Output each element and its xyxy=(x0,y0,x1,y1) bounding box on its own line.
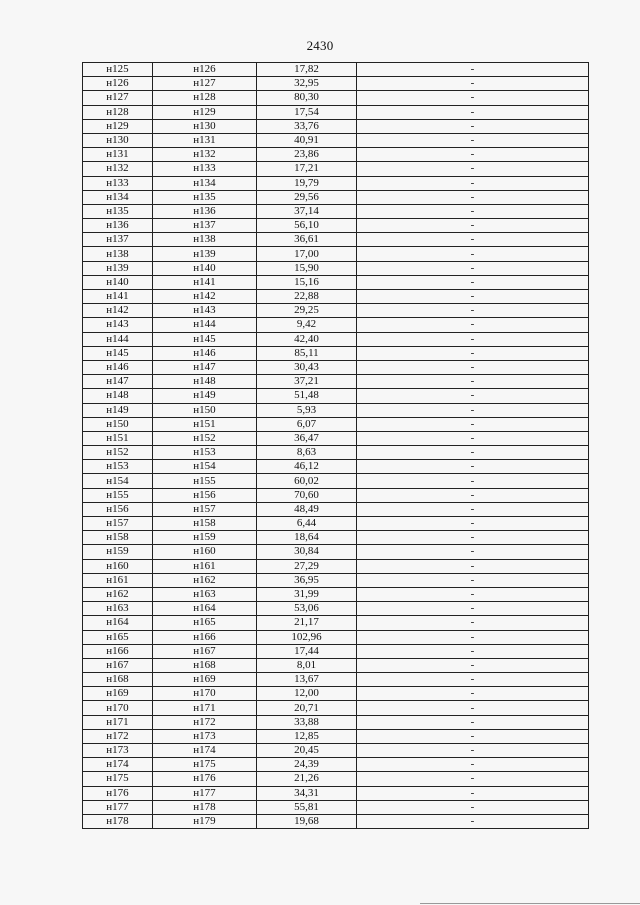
length-cell: 33,76 xyxy=(257,119,357,133)
table-row xyxy=(83,176,589,190)
from-point-cell: н143 xyxy=(83,318,153,332)
from-point-cell: н165 xyxy=(83,630,153,644)
from-point-cell: н167 xyxy=(83,658,153,672)
table-row xyxy=(83,715,589,729)
from-point-cell: н173 xyxy=(83,744,153,758)
length-cell: 13,67 xyxy=(257,673,357,687)
note-cell: - xyxy=(357,261,589,275)
note-cell: - xyxy=(357,687,589,701)
length-cell: 19,79 xyxy=(257,176,357,190)
table-row xyxy=(83,814,589,828)
length-cell: 34,31 xyxy=(257,786,357,800)
length-cell: 33,88 xyxy=(257,715,357,729)
from-point-cell: н168 xyxy=(83,673,153,687)
to-point-cell: н160 xyxy=(153,545,257,559)
note-cell: - xyxy=(357,715,589,729)
table-row xyxy=(83,403,589,417)
to-point-cell: н174 xyxy=(153,744,257,758)
to-point-cell: н179 xyxy=(153,814,257,828)
from-point-cell: н148 xyxy=(83,389,153,403)
to-point-cell: н177 xyxy=(153,786,257,800)
length-cell: 23,86 xyxy=(257,148,357,162)
table-row xyxy=(83,786,589,800)
note-cell: - xyxy=(357,744,589,758)
table-row xyxy=(83,687,589,701)
to-point-cell: н148 xyxy=(153,375,257,389)
to-point-cell: н158 xyxy=(153,517,257,531)
from-point-cell: н125 xyxy=(83,63,153,77)
note-cell: - xyxy=(357,77,589,91)
length-cell: 20,45 xyxy=(257,744,357,758)
table-row xyxy=(83,247,589,261)
to-point-cell: н127 xyxy=(153,77,257,91)
length-cell: 19,68 xyxy=(257,814,357,828)
from-point-cell: н151 xyxy=(83,431,153,445)
from-point-cell: н177 xyxy=(83,800,153,814)
from-point-cell: н169 xyxy=(83,687,153,701)
table-row xyxy=(83,389,589,403)
length-cell: 48,49 xyxy=(257,502,357,516)
note-cell: - xyxy=(357,701,589,715)
length-cell: 31,99 xyxy=(257,587,357,601)
table-row xyxy=(83,417,589,431)
to-point-cell: н163 xyxy=(153,587,257,601)
table-row xyxy=(83,133,589,147)
table-row xyxy=(83,105,589,119)
table-row xyxy=(83,375,589,389)
length-cell: 102,96 xyxy=(257,630,357,644)
note-cell: - xyxy=(357,630,589,644)
table-row xyxy=(83,91,589,105)
length-cell: 85,11 xyxy=(257,346,357,360)
table-row xyxy=(83,304,589,318)
length-cell: 21,17 xyxy=(257,616,357,630)
from-point-cell: н175 xyxy=(83,772,153,786)
note-cell: - xyxy=(357,275,589,289)
table-row xyxy=(83,446,589,460)
to-point-cell: н136 xyxy=(153,204,257,218)
note-cell: - xyxy=(357,375,589,389)
note-cell: - xyxy=(357,729,589,743)
table-row xyxy=(83,545,589,559)
to-point-cell: н133 xyxy=(153,162,257,176)
note-cell: - xyxy=(357,417,589,431)
from-point-cell: н154 xyxy=(83,474,153,488)
note-cell: - xyxy=(357,247,589,261)
to-point-cell: н134 xyxy=(153,176,257,190)
table-row xyxy=(83,644,589,658)
table-row xyxy=(83,573,589,587)
length-cell: 5,93 xyxy=(257,403,357,417)
note-cell: - xyxy=(357,800,589,814)
to-point-cell: н146 xyxy=(153,346,257,360)
from-point-cell: н141 xyxy=(83,290,153,304)
from-point-cell: н138 xyxy=(83,247,153,261)
to-point-cell: н165 xyxy=(153,616,257,630)
note-cell: - xyxy=(357,573,589,587)
note-cell: - xyxy=(357,190,589,204)
from-point-cell: н161 xyxy=(83,573,153,587)
length-cell: 15,16 xyxy=(257,275,357,289)
table-row xyxy=(83,630,589,644)
from-point-cell: н163 xyxy=(83,602,153,616)
to-point-cell: н130 xyxy=(153,119,257,133)
from-point-cell: н166 xyxy=(83,644,153,658)
length-cell: 20,71 xyxy=(257,701,357,715)
note-cell: - xyxy=(357,219,589,233)
from-point-cell: н158 xyxy=(83,531,153,545)
note-cell: - xyxy=(357,162,589,176)
note-cell: - xyxy=(357,559,589,573)
note-cell: - xyxy=(357,460,589,474)
from-point-cell: н142 xyxy=(83,304,153,318)
length-cell: 12,00 xyxy=(257,687,357,701)
table-row xyxy=(83,77,589,91)
length-cell: 53,06 xyxy=(257,602,357,616)
to-point-cell: н173 xyxy=(153,729,257,743)
note-cell: - xyxy=(357,290,589,304)
length-cell: 17,21 xyxy=(257,162,357,176)
length-cell: 36,61 xyxy=(257,233,357,247)
note-cell: - xyxy=(357,431,589,445)
note-cell: - xyxy=(357,318,589,332)
to-point-cell: н143 xyxy=(153,304,257,318)
from-point-cell: н133 xyxy=(83,176,153,190)
table-row xyxy=(83,460,589,474)
to-point-cell: н139 xyxy=(153,247,257,261)
to-point-cell: н149 xyxy=(153,389,257,403)
to-point-cell: н155 xyxy=(153,474,257,488)
note-cell: - xyxy=(357,502,589,516)
length-cell: 37,14 xyxy=(257,204,357,218)
length-cell: 80,30 xyxy=(257,91,357,105)
from-point-cell: н152 xyxy=(83,446,153,460)
from-point-cell: н157 xyxy=(83,517,153,531)
to-point-cell: н135 xyxy=(153,190,257,204)
table-row xyxy=(83,744,589,758)
to-point-cell: н151 xyxy=(153,417,257,431)
from-point-cell: н146 xyxy=(83,360,153,374)
scan-edge-line xyxy=(420,903,640,904)
length-cell: 9,42 xyxy=(257,318,357,332)
note-cell: - xyxy=(357,403,589,417)
table-row xyxy=(83,148,589,162)
from-point-cell: н136 xyxy=(83,219,153,233)
from-point-cell: н147 xyxy=(83,375,153,389)
from-point-cell: н171 xyxy=(83,715,153,729)
table-row xyxy=(83,332,589,346)
to-point-cell: н128 xyxy=(153,91,257,105)
from-point-cell: н172 xyxy=(83,729,153,743)
to-point-cell: н178 xyxy=(153,800,257,814)
table-row xyxy=(83,559,589,573)
to-point-cell: н162 xyxy=(153,573,257,587)
to-point-cell: н157 xyxy=(153,502,257,516)
to-point-cell: н175 xyxy=(153,758,257,772)
note-cell: - xyxy=(357,673,589,687)
from-point-cell: н178 xyxy=(83,814,153,828)
to-point-cell: н161 xyxy=(153,559,257,573)
to-point-cell: н170 xyxy=(153,687,257,701)
to-point-cell: н159 xyxy=(153,531,257,545)
note-cell: - xyxy=(357,332,589,346)
from-point-cell: н129 xyxy=(83,119,153,133)
to-point-cell: н169 xyxy=(153,673,257,687)
note-cell: - xyxy=(357,360,589,374)
to-point-cell: н140 xyxy=(153,261,257,275)
table-row xyxy=(83,474,589,488)
length-cell: 70,60 xyxy=(257,488,357,502)
from-point-cell: н164 xyxy=(83,616,153,630)
table-body xyxy=(83,63,589,829)
to-point-cell: н152 xyxy=(153,431,257,445)
to-point-cell: н131 xyxy=(153,133,257,147)
table-row xyxy=(83,360,589,374)
length-cell: 29,25 xyxy=(257,304,357,318)
from-point-cell: н130 xyxy=(83,133,153,147)
table-row xyxy=(83,431,589,445)
note-cell: - xyxy=(357,772,589,786)
length-cell: 6,44 xyxy=(257,517,357,531)
to-point-cell: н168 xyxy=(153,658,257,672)
length-cell: 42,40 xyxy=(257,332,357,346)
note-cell: - xyxy=(357,758,589,772)
length-cell: 32,95 xyxy=(257,77,357,91)
length-cell: 37,21 xyxy=(257,375,357,389)
note-cell: - xyxy=(357,133,589,147)
table-row xyxy=(83,502,589,516)
length-cell: 29,56 xyxy=(257,190,357,204)
length-cell: 8,63 xyxy=(257,446,357,460)
from-point-cell: н127 xyxy=(83,91,153,105)
table-row xyxy=(83,531,589,545)
table-row xyxy=(83,318,589,332)
from-point-cell: н137 xyxy=(83,233,153,247)
length-cell: 30,43 xyxy=(257,360,357,374)
table-row xyxy=(83,602,589,616)
length-cell: 51,48 xyxy=(257,389,357,403)
length-cell: 17,44 xyxy=(257,644,357,658)
table-row xyxy=(83,758,589,772)
note-cell: - xyxy=(357,517,589,531)
table-row xyxy=(83,190,589,204)
note-cell: - xyxy=(357,602,589,616)
note-cell: - xyxy=(357,531,589,545)
page-number: 2430 xyxy=(306,38,334,53)
from-point-cell: н145 xyxy=(83,346,153,360)
boundary-segments-table xyxy=(82,62,589,829)
note-cell: - xyxy=(357,346,589,360)
from-point-cell: н150 xyxy=(83,417,153,431)
from-point-cell: н162 xyxy=(83,587,153,601)
note-cell: - xyxy=(357,644,589,658)
table-row xyxy=(83,488,589,502)
note-cell: - xyxy=(357,446,589,460)
from-point-cell: н176 xyxy=(83,786,153,800)
note-cell: - xyxy=(357,233,589,247)
from-point-cell: н131 xyxy=(83,148,153,162)
length-cell: 17,82 xyxy=(257,63,357,77)
note-cell: - xyxy=(357,63,589,77)
to-point-cell: н132 xyxy=(153,148,257,162)
length-cell: 36,95 xyxy=(257,573,357,587)
from-point-cell: н156 xyxy=(83,502,153,516)
from-point-cell: н139 xyxy=(83,261,153,275)
table-row xyxy=(83,63,589,77)
note-cell: - xyxy=(357,545,589,559)
to-point-cell: н138 xyxy=(153,233,257,247)
length-cell: 24,39 xyxy=(257,758,357,772)
from-point-cell: н174 xyxy=(83,758,153,772)
note-cell: - xyxy=(357,616,589,630)
to-point-cell: н145 xyxy=(153,332,257,346)
to-point-cell: н156 xyxy=(153,488,257,502)
table-row xyxy=(83,346,589,360)
to-point-cell: н164 xyxy=(153,602,257,616)
to-point-cell: н167 xyxy=(153,644,257,658)
to-point-cell: н171 xyxy=(153,701,257,715)
note-cell: - xyxy=(357,176,589,190)
length-cell: 46,12 xyxy=(257,460,357,474)
note-cell: - xyxy=(357,148,589,162)
note-cell: - xyxy=(357,474,589,488)
from-point-cell: н149 xyxy=(83,403,153,417)
to-point-cell: н166 xyxy=(153,630,257,644)
boundary-table-container xyxy=(82,62,588,829)
table-row xyxy=(83,517,589,531)
to-point-cell: н142 xyxy=(153,290,257,304)
length-cell: 21,26 xyxy=(257,772,357,786)
to-point-cell: н147 xyxy=(153,360,257,374)
table-row xyxy=(83,290,589,304)
table-row xyxy=(83,275,589,289)
from-point-cell: н153 xyxy=(83,460,153,474)
from-point-cell: н170 xyxy=(83,701,153,715)
length-cell: 55,81 xyxy=(257,800,357,814)
length-cell: 22,88 xyxy=(257,290,357,304)
table-row xyxy=(83,261,589,275)
table-row xyxy=(83,658,589,672)
length-cell: 40,91 xyxy=(257,133,357,147)
to-point-cell: н126 xyxy=(153,63,257,77)
to-point-cell: н137 xyxy=(153,219,257,233)
length-cell: 60,02 xyxy=(257,474,357,488)
length-cell: 27,29 xyxy=(257,559,357,573)
from-point-cell: н128 xyxy=(83,105,153,119)
table-row xyxy=(83,219,589,233)
table-row xyxy=(83,800,589,814)
from-point-cell: н160 xyxy=(83,559,153,573)
table-row xyxy=(83,119,589,133)
note-cell: - xyxy=(357,814,589,828)
to-point-cell: н153 xyxy=(153,446,257,460)
from-point-cell: н126 xyxy=(83,77,153,91)
length-cell: 56,10 xyxy=(257,219,357,233)
length-cell: 17,00 xyxy=(257,247,357,261)
note-cell: - xyxy=(357,204,589,218)
note-cell: - xyxy=(357,658,589,672)
length-cell: 36,47 xyxy=(257,431,357,445)
note-cell: - xyxy=(357,119,589,133)
table-row xyxy=(83,616,589,630)
table-row xyxy=(83,772,589,786)
length-cell: 12,85 xyxy=(257,729,357,743)
table-row xyxy=(83,587,589,601)
note-cell: - xyxy=(357,488,589,502)
from-point-cell: н140 xyxy=(83,275,153,289)
table-row xyxy=(83,204,589,218)
to-point-cell: н176 xyxy=(153,772,257,786)
to-point-cell: н154 xyxy=(153,460,257,474)
length-cell: 8,01 xyxy=(257,658,357,672)
to-point-cell: н129 xyxy=(153,105,257,119)
to-point-cell: н150 xyxy=(153,403,257,417)
to-point-cell: н144 xyxy=(153,318,257,332)
length-cell: 17,54 xyxy=(257,105,357,119)
from-point-cell: н134 xyxy=(83,190,153,204)
note-cell: - xyxy=(357,91,589,105)
table-row xyxy=(83,729,589,743)
table-row xyxy=(83,162,589,176)
from-point-cell: н155 xyxy=(83,488,153,502)
length-cell: 15,90 xyxy=(257,261,357,275)
from-point-cell: н135 xyxy=(83,204,153,218)
note-cell: - xyxy=(357,786,589,800)
note-cell: - xyxy=(357,389,589,403)
table-row xyxy=(83,673,589,687)
note-cell: - xyxy=(357,105,589,119)
length-cell: 30,84 xyxy=(257,545,357,559)
length-cell: 6,07 xyxy=(257,417,357,431)
to-point-cell: н172 xyxy=(153,715,257,729)
table-row xyxy=(83,701,589,715)
length-cell: 18,64 xyxy=(257,531,357,545)
note-cell: - xyxy=(357,304,589,318)
from-point-cell: н159 xyxy=(83,545,153,559)
from-point-cell: н144 xyxy=(83,332,153,346)
from-point-cell: н132 xyxy=(83,162,153,176)
table-row xyxy=(83,233,589,247)
note-cell: - xyxy=(357,587,589,601)
to-point-cell: н141 xyxy=(153,275,257,289)
